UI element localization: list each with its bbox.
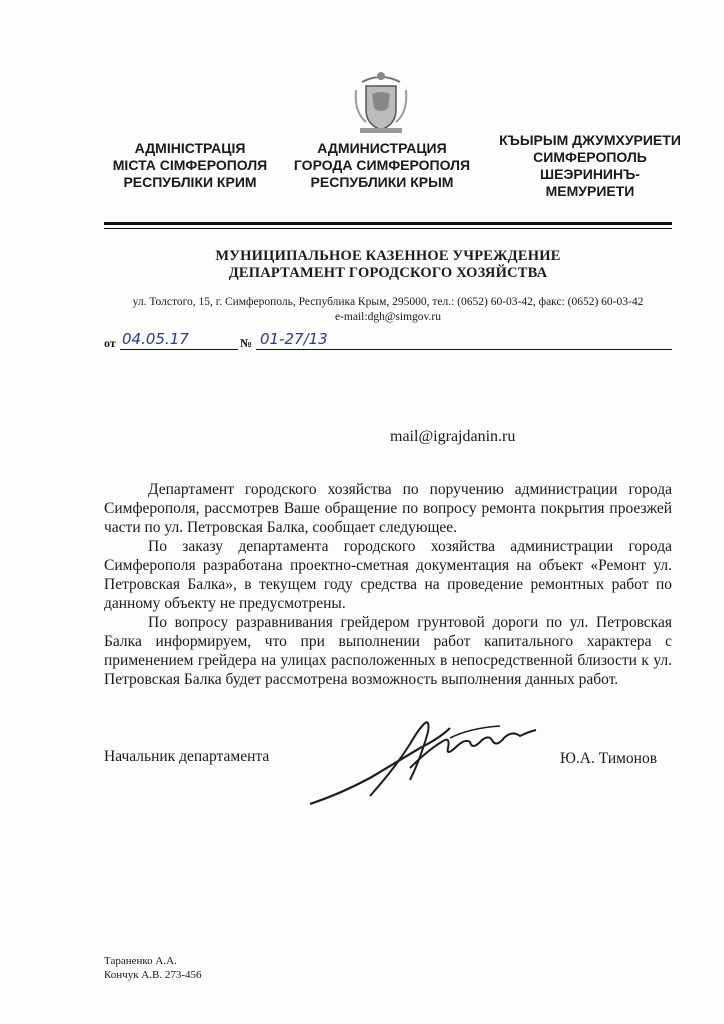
header-right-line: МЕМУРИЕТИ <box>545 183 635 199</box>
header-right-line: ШЕЭРИНИНЪ- <box>540 166 640 182</box>
header-left-line: АДМІНІСТРАЦІЯ <box>134 140 246 156</box>
signatory-name: Ю.А. Тимонов <box>560 750 658 767</box>
org-name-line2: ДЕПАРТАМЕНТ ГОРОДСКОГО ХОЗЯЙСТВА <box>228 265 548 281</box>
header-right-line: СИМФЕРОПОЛЬ <box>533 149 647 165</box>
header-right-line: КЪЫРЫМ ДЖУМХУРИЕТИ <box>499 132 681 148</box>
header-center-line: АДМИНИСТРАЦИЯ <box>317 140 447 156</box>
executor-footer <box>104 954 202 982</box>
org-name-line1: МУНИЦИПАЛЬНОЕ КАЗЕННОЕ УЧРЕЖДЕНИЕ <box>215 248 561 264</box>
registration-line <box>104 330 672 352</box>
header-rule-thin <box>104 228 672 229</box>
header-left-line: МІСТА СІМФЕРОПОЛЯ <box>112 157 268 173</box>
address-line1: ул. Толстого, 15, г. Симферополь, Республика Крым, 295000, тел.: (0652) 60-03-42, факс: (0652) 60-03-42 <box>132 296 644 308</box>
header-left-line: РЕСПУБЛІКИ КРИМ <box>123 174 257 190</box>
date-underline <box>120 349 238 350</box>
header-left <box>100 140 280 191</box>
header-center-line: ГОРОДА СИМФЕРОПОЛЯ <box>293 157 471 173</box>
from-label: от <box>104 336 116 350</box>
signatory-title: Начальник департамента <box>104 748 270 765</box>
paragraph-2: По заказу департамента городского хозяйства администрации города Симферополя разработана проектно-сметная документация на объект «Ремонт ул. Петровская Балка», в текущем году средства на проведение ремонтных работ по данному объекту не предусмотрены. <box>104 538 672 612</box>
crimea-coat-of-arms-icon <box>352 68 410 138</box>
header-rule-thick <box>104 222 672 225</box>
header-center <box>292 140 472 191</box>
executor-line: Кончук А.В. 273-456 <box>104 969 202 981</box>
registration-date: 04.05.17 <box>122 330 189 348</box>
number-label: № <box>240 336 253 350</box>
recipient-email: mail@igrajdanin.ru <box>390 428 516 445</box>
header-right <box>490 132 690 200</box>
paragraph-3: По вопросу разравнивания грейдером грунтовой дороги по ул. Петровская Балка информируем, что при выполнении работ капитального характера с применением грейдера на улицах расположенных в непосредственной близости к ул. Петровская Балка будет рассмотрена возможность выполнения данных работ. <box>104 614 672 688</box>
number-underline <box>256 349 672 350</box>
registration-number: 01-27/13 <box>260 330 328 348</box>
handwritten-signature <box>300 708 550 818</box>
header-center-line: РЕСПУБЛИКИ КРЫМ <box>310 174 454 190</box>
paragraph-1: Департамент городского хозяйства по поручению администрации города Симферополя, рассмотрев Ваше обращение по вопросу ремонта покрытия проезжей части по ул. Петровская Балка, сообщает следующее. <box>104 481 672 536</box>
executor-line: Тараненко А.А. <box>104 955 177 967</box>
address-email: e-mail:dgh@simgov.ru <box>335 311 441 323</box>
letter-body <box>104 480 672 689</box>
